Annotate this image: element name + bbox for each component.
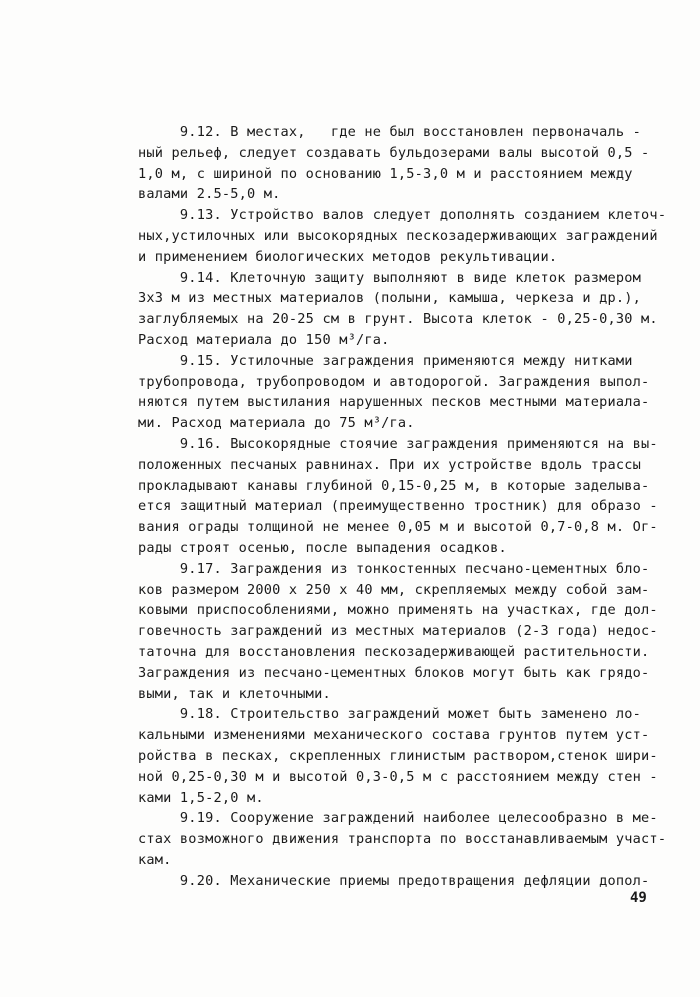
text-line: рады строят осенью, после выпадения осадков. [138, 539, 507, 556]
text-line: 9.19. Сооружение заграждений наиболее целесообразно в ме- [138, 810, 658, 827]
text-line: 9.12. В местах, где не был восстановлен первоначаль - [138, 124, 642, 140]
text-line: валами 2.5-5,0 м. [138, 186, 281, 203]
text-line: ковыми приспособлениями, можно применять на участках, где дол- [138, 602, 658, 619]
text-line: ройства в песках, скрепленных глинистым раствором,стенок шири- [138, 747, 658, 764]
text-line: 9.13. Устройство валов следует дополнять созданием клеточ- [138, 207, 667, 224]
text-line: ми. Расход материала до 75 м³/га. [138, 415, 415, 432]
text-line: 9.15. Устилочные заграждения применяются между нитками [138, 352, 633, 369]
text-line: и применением биологических методов рекультивации. [138, 248, 558, 265]
text-line: вания ограды толщиной не менее 0,05 м и высотой 0,7-0,8 м. Ог- [138, 519, 658, 536]
text-line: ных,устилочных или высокорядных пескозадерживающих заграждений [138, 227, 658, 244]
text-line: прокладывают канавы глубиной 0,15-0,25 м, в которые заделыва- [138, 477, 650, 494]
text-line: 9.14. Клеточную защиту выполняют в виде клеток размером [138, 269, 642, 286]
text-line: говечность заграждений из местных материалов (2-3 года) недос- [138, 623, 658, 640]
text-line: Расход материала до 150 м³/га. [138, 331, 390, 348]
text-line: таточна для восстановления пескозадерживающей растительности. [138, 643, 650, 660]
text-line: 9.17. Заграждения из тонкостенных песчано-цементных бло- [138, 560, 650, 577]
text-line: ками 1,5-2,0 м. [138, 789, 264, 806]
text-line: 1,0 м, с шириной по основанию 1,5-3,0 м и расстоянием между [138, 165, 633, 182]
text-line: выми, так и клеточными. [138, 685, 331, 702]
text-line: ков размером 2000 х 250 х 40 мм, скрепляемых между собой зам- [138, 581, 650, 598]
text-line: Заграждения из песчано-цементных блоков могут быть как грядо- [138, 664, 650, 681]
text-line: трубопровода, трубопроводом и автодорогой. Заграждения выпол- [138, 373, 650, 390]
text-line: кам. [138, 851, 172, 868]
text-line: заглубляемых на 20-25 см в грунт. Высота клеток - 0,25-0,30 м. [138, 311, 658, 328]
text-line: кальными изменениями механического состава грунтов путем уст- [138, 727, 650, 744]
document-body [138, 122, 668, 891]
text-line: 3х3 м из местных материалов (полыни, камыша, черкеза и др.), [138, 290, 642, 307]
page-number: 49 [630, 890, 647, 906]
text-line: положенных песчаных равнинах. При их устройстве вдоль трассы [138, 456, 642, 473]
text-line: ной 0,25-0,30 м и высотой 0,3-0,5 м с расстоянием между стен - [138, 768, 658, 785]
text-line: стах возможного движения транспорта по восстанавливаемым участ- [138, 831, 667, 848]
text-line: 9.16. Высокорядные стоячие заграждения применяются на вы- [138, 435, 658, 452]
text-line: ется защитный материал (преимущественно тростник) для образо - [138, 498, 658, 515]
text-line: няются путем выстилания нарушенных песков местными материала- [138, 394, 650, 411]
text-line: 9.18. Строительство заграждений может быть заменено ло- [138, 706, 642, 723]
text-line: ный рельеф, следует создавать бульдозерами валы высотой 0,5 - [138, 144, 650, 161]
text-line: 9.20. Механические приемы предотвращения дефляции допол- [138, 872, 650, 889]
